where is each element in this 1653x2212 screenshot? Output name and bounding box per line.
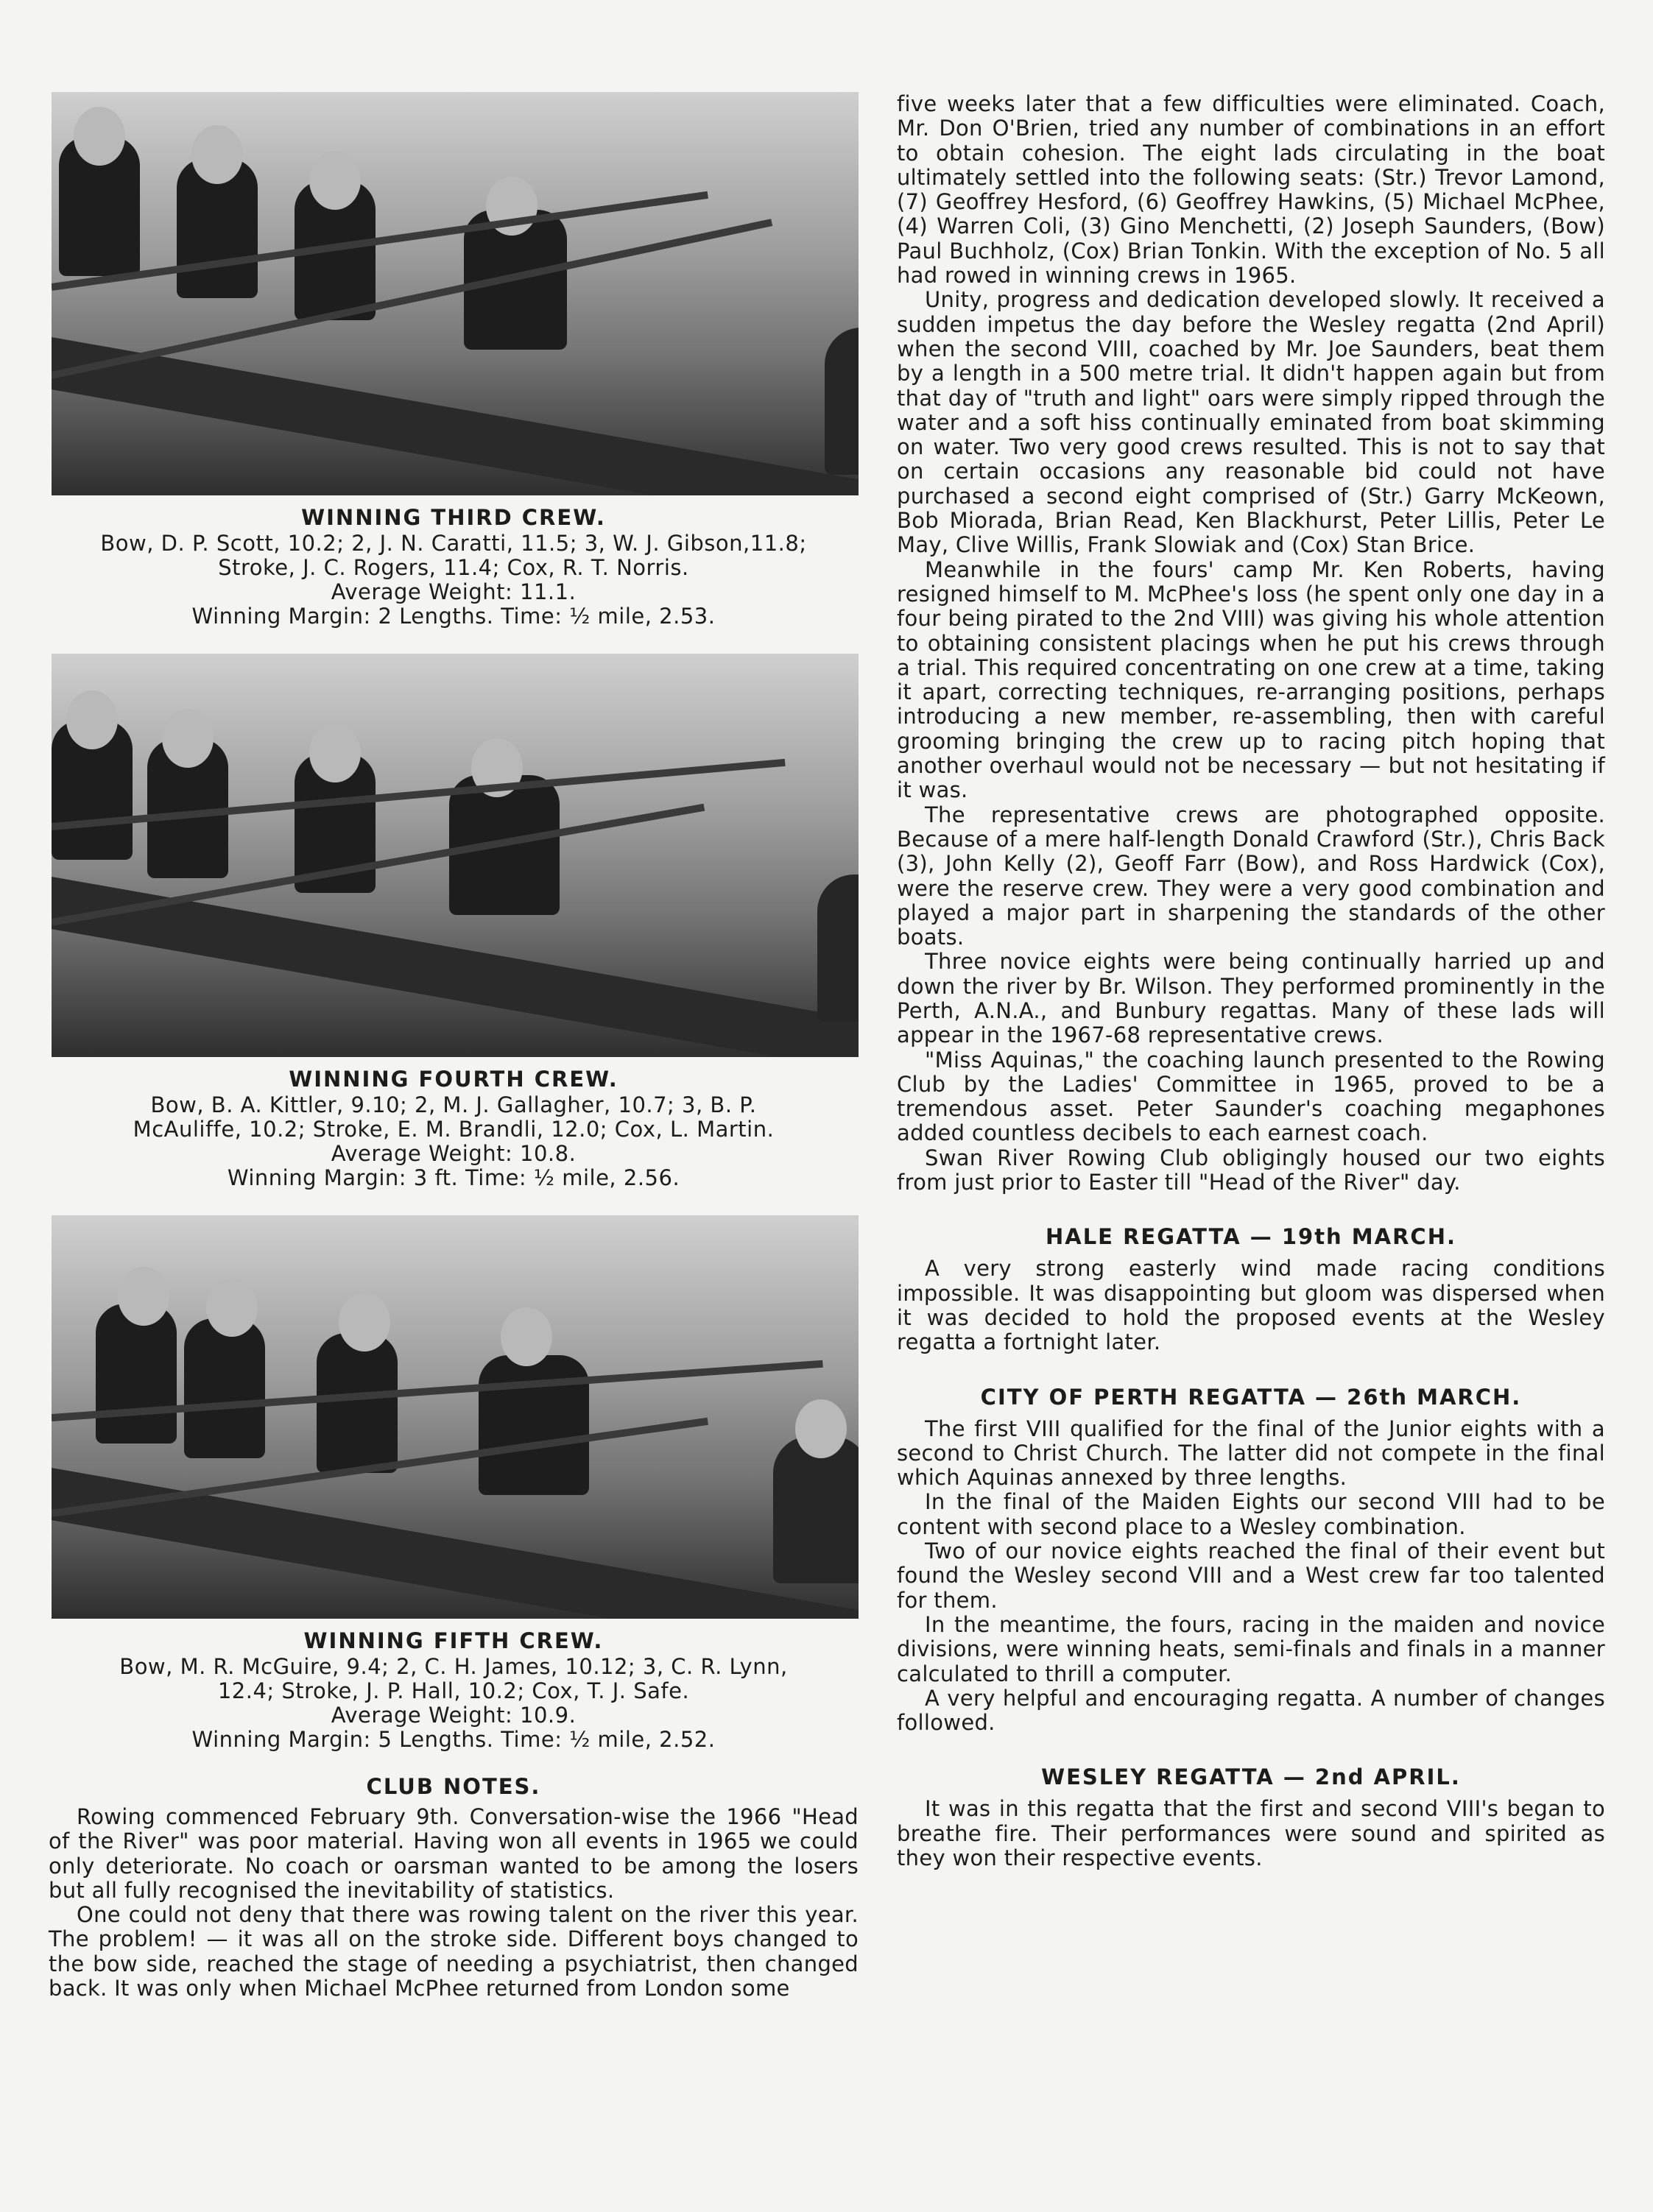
club-notes-paragraph: Rowing commenced February 9th. Conversation-wise the 1966 "Head of the River" was poor material. Having won all events in 1965 we could only deteriorate. No coach or oarsman wanted to be among the losers but all fully recognised the inevitability of statistics. (49, 1804, 859, 1903)
city-of-perth-paragraph: Two of our novice eights reached the final of their event but found the Wesley second VIII and a West crew far too talented for them. (897, 1538, 1605, 1613)
article-paragraph: Three novice eights were being continually harried up and down the river by Br. Wilson. They performed prominently in the Perth, A.N.A., and Bunbury regattas. Many of these lads will appear in the 1967-68 representative crews. (897, 949, 1605, 1048)
third-crew-caption (49, 506, 859, 629)
fifth-crew-photo (52, 1215, 859, 1619)
city-of-perth-paragraph: In the final of the Maiden Eights our second VIII had to be content with second place to a Wesley combination. (897, 1489, 1605, 1539)
wesley-regatta-paragraph: It was in this regatta that the first and second VIII's began to breathe fire. Their performances were sound and spirited as they won their respective events. (897, 1796, 1605, 1870)
article-paragraph: Swan River Rowing Club obligingly housed our two eights from just prior to Easter till "Head of the River" day. (897, 1145, 1605, 1195)
club-notes-heading: CLUB NOTES. (366, 1774, 541, 1799)
article-paragraph: "Miss Aquinas," the coaching launch presented to the Rowing Club by the Ladies' Committee in 1965, proved to be a tremendous asset. Peter Saunder's coaching megaphones added countless decibels to each earnest coach. (897, 1047, 1605, 1146)
fourth-crew-line4: Winning Margin: 3 ft. Time: ½ mile, 2.56. (227, 1165, 680, 1190)
fifth-crew-caption (49, 1629, 859, 1752)
fifth-crew-line1: Bow, M. R. McGuire, 9.4; 2, C. H. James, 10.12; 3, C. R. Lynn, (119, 1654, 788, 1679)
city-of-perth-regatta-heading: CITY OF PERTH REGATTA — 26th MARCH. (980, 1384, 1522, 1410)
third-crew-photo (52, 92, 859, 495)
third-crew-line4: Winning Margin: 2 Lengths. Time: ½ mile, 2.53. (191, 604, 716, 629)
article-paragraph: The representative crews are photographed opposite. Because of a mere half-length Donald Crawford (Str.), Chris Back (3), John Kelly (2), Geoff Farr (Bow), and Ross Hardwick (Cox), were the reserve crew. They were a very good combination and played a major part in sharpening the standards of the other boats. (897, 802, 1605, 950)
fourth-crew-line1: Bow, B. A. Kittler, 9.10; 2, M. J. Gallagher, 10.7; 3, B. P. (150, 1092, 757, 1117)
fifth-crew-line2: 12.4; Stroke, J. P. Hall, 10.2; Cox, T. J. Safe. (217, 1678, 690, 1703)
article-paragraph: Unity, progress and dedication developed slowly. It received a sudden impetus the day before the Wesley regatta (2nd April) when the second VIII, coached by Mr. Joe Saunders, beat them by a length in a 500 metre trial. It didn't happen again but from that day of "truth and light" oars were simply ripped through the water and a soft hiss continually eminated from boat skimming on water. Two very good crews resulted. This is not to say that on certain occasions any reasonable bid could not have purchased a second eight comprised of (Str.) Garry McKeown, Bob Miorada, Brian Read, Ken Blackhurst, Peter Lillis, Peter Le May, Clive Willis, Frank Slowiak and (Cox) Stan Brice. (897, 287, 1605, 558)
hale-regatta-paragraph: A very strong easterly wind made racing conditions impossible. It was disappointing but gloom was dispersed when it was decided to hold the proposed events at the Wesley regatta a fortnight later. (897, 1256, 1605, 1355)
fourth-crew-line2: McAuliffe, 10.2; Stroke, E. M. Brandli, 12.0; Cox, L. Martin. (133, 1117, 775, 1142)
hale-regatta-heading: HALE REGATTA — 19th MARCH. (1045, 1224, 1456, 1250)
third-crew-line2: Stroke, J. C. Rogers, 11.4; Cox, R. T. Norris. (218, 555, 689, 580)
fifth-crew-title: WINNING FIFTH CREW. (303, 1628, 604, 1653)
fifth-crew-line3: Average Weight: 10.9. (331, 1703, 577, 1728)
fourth-crew-photo (52, 654, 859, 1057)
wesley-regatta-heading: WESLEY REGATTA — 2nd APRIL. (1041, 1764, 1461, 1790)
fifth-crew-line4: Winning Margin: 5 Lengths. Time: ½ mile, 2.52. (191, 1727, 716, 1752)
fourth-crew-line3: Average Weight: 10.8. (331, 1141, 577, 1166)
left-column (49, 92, 859, 2001)
fourth-crew-title: WINNING FOURTH CREW. (289, 1067, 618, 1092)
right-column (897, 92, 1605, 1870)
third-crew-title: WINNING THIRD CREW. (301, 505, 606, 530)
club-notes-paragraph: One could not deny that there was rowing talent on the river this year. The problem! — it was all on the stroke side. Different boys changed to the bow side, reached the stage of needing a psychiatrist, then changed back. It was only when Michael McPhee returned from London some (49, 1902, 859, 2001)
fourth-crew-caption (49, 1067, 859, 1190)
article-paragraph: Meanwhile in the fours' camp Mr. Ken Roberts, having resigned himself to M. McPhee's loss (he spent only one day in a four being pirated to the 2nd VIII) was giving his whole attention to obtaining consistent placings when he put his crews through a trial. This required concentrating on one crew at a time, taking it apart, correcting techniques, re-arranging positions, perhaps introducing a new member, re-assembling, then with careful grooming bringing the crew up to racing pitch hoping that another overhaul would not be necessary — but not hesitating if it was. (897, 556, 1605, 803)
city-of-perth-paragraph: A very helpful and encouraging regatta. A number of changes followed. (897, 1685, 1605, 1736)
third-crew-line1: Bow, D. P. Scott, 10.2; 2, J. N. Caratti, 11.5; 3, W. J. Gibson,11.8; (100, 531, 807, 556)
city-of-perth-paragraph: In the meantime, the fours, racing in the maiden and novice divisions, were winning heats, semi-finals and finals in a manner calculated to thrill a computer. (897, 1611, 1605, 1686)
city-of-perth-paragraph: The first VIII qualified for the final of the Junior eights with a second to Christ Church. The latter did not compete in the final which Aquinas annexed by three lengths. (897, 1416, 1605, 1491)
article-paragraph: five weeks later that a few difficulties were eliminated. Coach, Mr. Don O'Brien, tried any number of combinations in an effort to obtain cohesion. The eight lads circulating in the boat ultimately settled into the following seats: (Str.) Trevor Lamond, (7) Geoffrey Hesford, (6) Geoffrey Hawkins, (5) Michael McPhee, (4) Warren Coli, (3) Gino Menchetti, (2) Joseph Saunders, (Bow) Paul Buchholz, (Cox) Brian Tonkin. With the exception of No. 5 all had rowed in winning crews in 1965. (897, 91, 1605, 289)
third-crew-line3: Average Weight: 11.1. (331, 579, 577, 604)
